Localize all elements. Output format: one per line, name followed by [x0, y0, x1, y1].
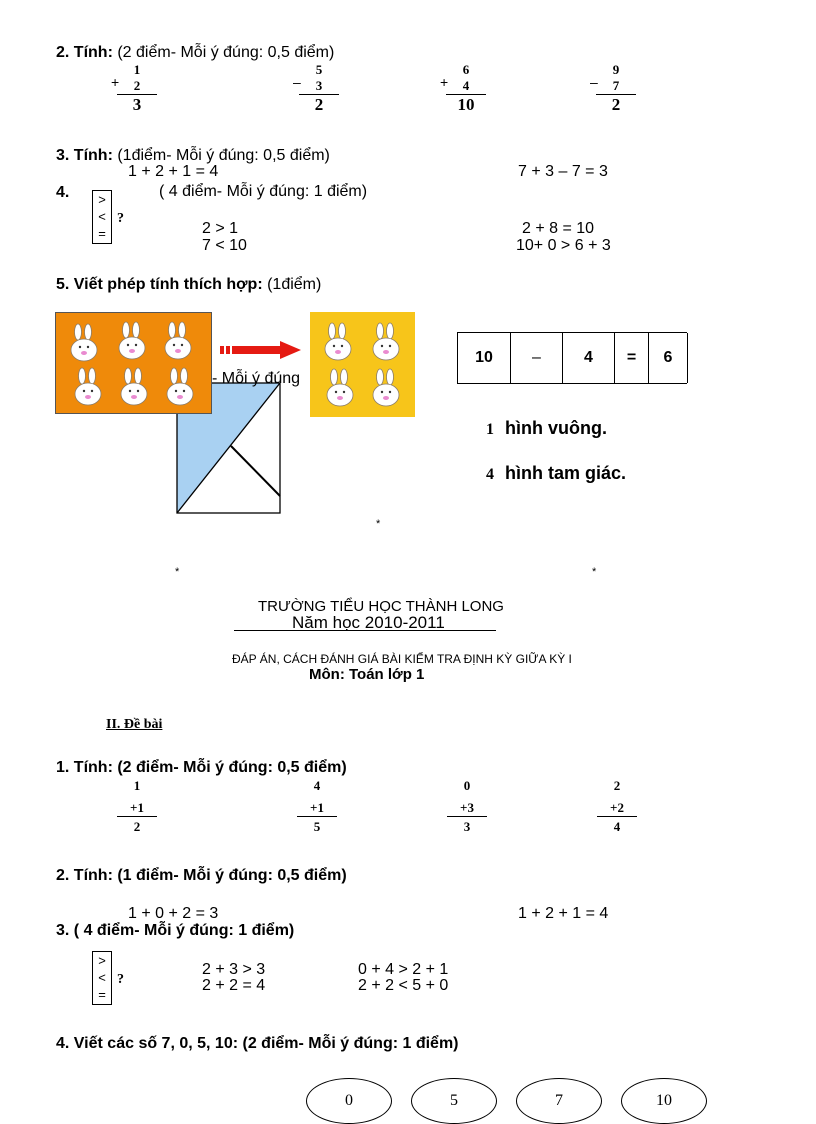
exam-q3-heading: 3. ( 4 điểm- Mỗi ý đúng: 1 điểm)	[56, 922, 295, 939]
answer-key-title: ĐÁP ÁN, CÁCH ĐÁNH GIÁ BÀI KIỂM TRA ĐỊNH KỲ GIỮA KỲ I	[232, 652, 572, 666]
vertical-difference: – 5 3 2	[299, 62, 339, 114]
vertical-sum: 0 +3 3	[447, 778, 487, 836]
bunny-icon	[366, 368, 406, 408]
equation-boxes	[457, 332, 687, 384]
equation-cell: 10	[458, 333, 511, 383]
vertical-sum: 1 +1 2	[117, 778, 157, 836]
answer-q4-scoring: ( 4 điểm- Mỗi ý đúng: 1 điểm)	[159, 183, 368, 200]
comparison-symbols-box: > < =	[92, 190, 112, 244]
equation-cell: =	[615, 333, 649, 383]
number-oval: 10	[621, 1078, 707, 1124]
bunny-icon	[64, 323, 104, 363]
number-oval: 0	[306, 1078, 392, 1124]
answer-q5-heading: 5. Viết phép tính thích hợp: (1điểm)	[56, 276, 322, 293]
exam-q1-heading: 1. Tính: (2 điểm- Mỗi ý đúng: 0,5 điểm)	[56, 759, 347, 776]
expression-answer: 1 + 2 + 1 = 4	[128, 163, 219, 180]
header-rule	[234, 630, 496, 631]
expression-answer: 7 + 3 – 7 = 3	[518, 163, 608, 180]
question-mark: ?	[117, 211, 124, 226]
overlap-text: - Mỗi ý đúng	[212, 370, 301, 387]
answer-q2-heading	[56, 44, 334, 62]
answer-q3-heading: 3. Tính: (1điểm- Mỗi ý đúng: 0,5 điểm)	[56, 147, 330, 164]
bunny-icon	[318, 322, 358, 362]
expression-answer: 1 + 2 + 1 = 4	[518, 905, 609, 922]
exam-q4-heading: 4. Viết các số 7, 0, 5, 10: (2 điểm- Mỗi ý đúng: 1 điểm)	[56, 1035, 459, 1052]
bunny-icon	[366, 322, 406, 362]
asterisk: *	[175, 566, 180, 578]
yellow-bunny-panel	[310, 312, 415, 417]
question-number: 2.	[56, 44, 70, 61]
vertical-difference: – 9 7 2	[596, 62, 636, 114]
number-oval: 7	[516, 1078, 602, 1124]
bunny-icon	[112, 321, 152, 361]
comparison-answer: 7 < 10	[202, 237, 247, 254]
asterisk: *	[376, 518, 381, 530]
bunny-icon	[160, 367, 200, 407]
subject-title: Môn: Toán lớp 1	[309, 666, 425, 683]
exam-q2-heading: 2. Tính: (1 điểm- Mỗi ý đúng: 0,5 điểm)	[56, 867, 347, 884]
bunny-icon	[114, 367, 154, 407]
comparison-answer: 2 + 8 = 10	[522, 220, 595, 237]
answer-q4-number: 4.	[56, 184, 70, 201]
comparison-answer: 10+ 0 > 6 + 3	[516, 237, 611, 254]
equation-cell: –	[511, 333, 563, 383]
orange-bunny-panel	[55, 312, 212, 414]
comparison-answer: 2 + 2 < 5 + 0	[358, 977, 449, 994]
asterisk: *	[592, 566, 597, 578]
bunny-icon	[320, 368, 360, 408]
bunny-icon	[68, 367, 108, 407]
section-heading: II. Đề bài	[106, 717, 163, 732]
equation-cell: 4	[563, 333, 615, 383]
comparison-answer: 2 + 2 = 4	[202, 977, 266, 994]
school-year: Năm học 2010-2011	[292, 613, 445, 632]
question-title: Tính:	[73, 44, 113, 61]
sum-result: 3	[117, 94, 157, 114]
comparison-answer: 2 > 1	[202, 220, 239, 237]
comparison-symbols-box: > < =	[92, 951, 112, 1005]
difference-result: 2	[596, 94, 636, 114]
comparison-answer: 0 + 4 > 2 + 1	[358, 961, 449, 978]
vertical-sum: 2 +2 4	[597, 778, 637, 836]
vertical-sum: 4 +1 5	[297, 778, 337, 836]
shape-answer: 4 hình tam giác.	[486, 463, 627, 483]
school-name: TRƯỜNG TIỂU HỌC THÀNH LONG	[258, 598, 504, 615]
vertical-sum: + 1 2 3	[117, 62, 157, 114]
equation-cell: 6	[649, 333, 688, 383]
question-scoring: (2 điểm- Mỗi ý đúng: 0,5 điểm)	[117, 44, 335, 61]
vertical-sum: + 6 4 10	[446, 62, 486, 114]
sum-result: 10	[446, 94, 486, 114]
number-oval: 5	[411, 1078, 497, 1124]
difference-result: 2	[299, 94, 339, 114]
bunny-icon	[158, 321, 198, 361]
arrow-right-icon	[220, 340, 302, 360]
expression-answer: 1 + 0 + 2 = 3	[128, 905, 219, 922]
question-mark: ?	[117, 972, 124, 987]
shape-answer: 1 hình vuông.	[486, 418, 607, 438]
comparison-answer: 2 + 3 > 3	[202, 961, 266, 978]
